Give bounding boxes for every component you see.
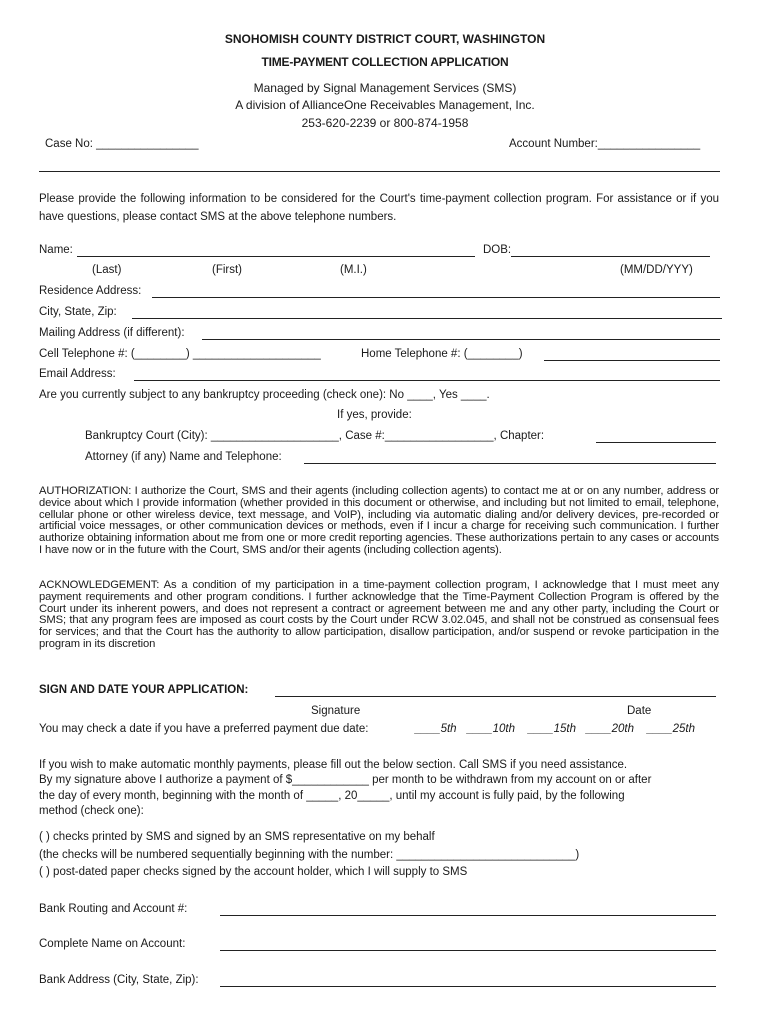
phone-numbers: 253-620-2239 or 800-874-1958 xyxy=(301,116,469,130)
account-name-input-line[interactable] xyxy=(220,950,716,951)
managed-by: Managed by Signal Management Services (SMS) xyxy=(253,81,517,95)
option-check-number[interactable]: (the checks will be numbered sequentially beginning with the number: ____________________________) xyxy=(39,849,580,861)
option-postdated-checks[interactable]: ( ) post-dated paper checks signed by the account holder, which I will supply to SMS xyxy=(39,866,468,878)
mailing-label: Mailing Address (if different): xyxy=(39,327,185,339)
mi-caption: (M.I.) xyxy=(340,264,367,276)
due-date-10th[interactable]: ____10th xyxy=(467,723,515,735)
auto-pay-amount[interactable]: By my signature above I authorize a payment of $____________ per month to be withdrawn from my account on or after xyxy=(39,774,652,786)
option-sms-checks[interactable]: ( ) checks printed by SMS and signed by an SMS representative on my behalf xyxy=(39,831,435,843)
signature-input-line[interactable] xyxy=(275,696,716,697)
cell-phone-field[interactable]: Cell Telephone #: (________) ____________________ xyxy=(39,348,321,360)
form-title: TIME-PAYMENT COLLECTION APPLICATION xyxy=(261,55,509,69)
date-caption: Date xyxy=(627,705,652,717)
bank-routing-input-line[interactable] xyxy=(220,915,716,916)
city-label: City, State, Zip: xyxy=(39,306,117,318)
intro-text: Please provide the following information to be considered for the Court's time-payment collection program. For assistance or if you have questions, please contact SMS at the above telephone numbers. xyxy=(39,193,719,223)
due-date-20th[interactable]: ____20th xyxy=(586,723,634,735)
residence-label: Residence Address: xyxy=(39,285,142,297)
account-number-field[interactable]: Account Number:________________ xyxy=(509,138,701,150)
court-name: SNOHOMISH COUNTY DISTRICT COURT, WASHINGTON xyxy=(224,32,546,46)
due-date-25th[interactable]: ____25th xyxy=(647,723,695,735)
name-input-line[interactable] xyxy=(77,256,475,257)
dob-format-caption: (MM/DD/YYY) xyxy=(620,264,693,276)
due-date-5th[interactable]: ____5th xyxy=(415,723,457,735)
name-label: Name: xyxy=(39,244,73,256)
email-label: Email Address: xyxy=(39,368,116,380)
signature-caption: Signature xyxy=(311,705,361,717)
authorization-text: AUTHORIZATION: I authorize the Court, SMS and their agents (including collection agents) to contact me at or on any number, address or device about which I provide information (whether provided in this document or otherwise, and including but not limited to email, telephone, cellular phone or other wireless device, text message, and VoIP), including via automatic dialing and/or delivery devices, pre-recorded or artificial voice messages, or other communication devices or methods, even if I incur a charge for receiving such communication. I further authorize obtaining information about me from one or more credit reporting agencies. These authorizations pertain to any cases or accounts I have now or in the future with the Court, SMS and/or their agents (including collection agents). xyxy=(39,485,719,556)
chapter-input-line[interactable] xyxy=(596,442,716,443)
attorney-input-line[interactable] xyxy=(304,463,716,464)
auto-pay-intro: If you wish to make automatic monthly payments, please fill out the below section. Call SMS if you need assistance. xyxy=(39,759,628,771)
sign-label: SIGN AND DATE YOUR APPLICATION: xyxy=(39,684,249,696)
auto-pay-month[interactable]: the day of every month, beginning with the month of _____, 20_____, until my account is fully paid, by the following xyxy=(39,790,625,802)
case-no-field[interactable]: Case No: ________________ xyxy=(45,138,199,150)
auto-pay-method: method (check one): xyxy=(39,805,144,817)
account-name-label: Complete Name on Account: xyxy=(39,938,186,950)
bank-address-label: Bank Address (City, State, Zip): xyxy=(39,974,199,986)
first-caption: (First) xyxy=(212,264,243,276)
last-caption: (Last) xyxy=(92,264,122,276)
bank-routing-label: Bank Routing and Account #: xyxy=(39,903,188,915)
city-input-line[interactable] xyxy=(132,318,722,319)
acknowledgement-text: ACKNOWLEDGEMENT: As a condition of my participation in a time-payment collection program, I acknowledge that I must meet any payment requirements and other program conditions. I further acknowledge that the Time-Payment Collection Program is offered by the Court under its inherent powers, and does not represent a contract or agreement between me and any other party, including the Court or SMS; that any program fees are imposed as court costs by the Court under RCW 3.02.045, and shall not be construed as consensual fees for services; and that the Court has the authority to allow participation, disallow participation, and/or suspend or revoke participation in the program in its discretion xyxy=(39,579,719,650)
dob-label: DOB: xyxy=(483,244,512,256)
division-line: A division of AllianceOne Receivables Management, Inc. xyxy=(235,98,535,112)
home-phone-label: Home Telephone #: (________) xyxy=(361,348,523,360)
bank-address-input-line[interactable] xyxy=(220,986,716,987)
mailing-input-line[interactable] xyxy=(202,339,720,340)
attorney-label: Attorney (if any) Name and Telephone: xyxy=(85,451,282,463)
if-yes-label: If yes, provide: xyxy=(337,409,412,421)
email-input-line[interactable] xyxy=(134,380,720,381)
bankruptcy-court-field[interactable]: Bankruptcy Court (City): ____________________, Case #:_________________, Chapter: xyxy=(85,430,545,442)
residence-input-line[interactable] xyxy=(152,297,720,298)
bankruptcy-question[interactable]: Are you currently subject to any bankruptcy proceeding (check one): No ____, Yes ____. xyxy=(39,389,490,401)
divider xyxy=(39,171,720,172)
due-date-question: You may check a date if you have a preferred payment due date: xyxy=(39,723,369,735)
home-phone-input-line[interactable] xyxy=(544,360,720,361)
dob-input-line[interactable] xyxy=(511,256,710,257)
due-date-15th[interactable]: ____15th xyxy=(528,723,576,735)
